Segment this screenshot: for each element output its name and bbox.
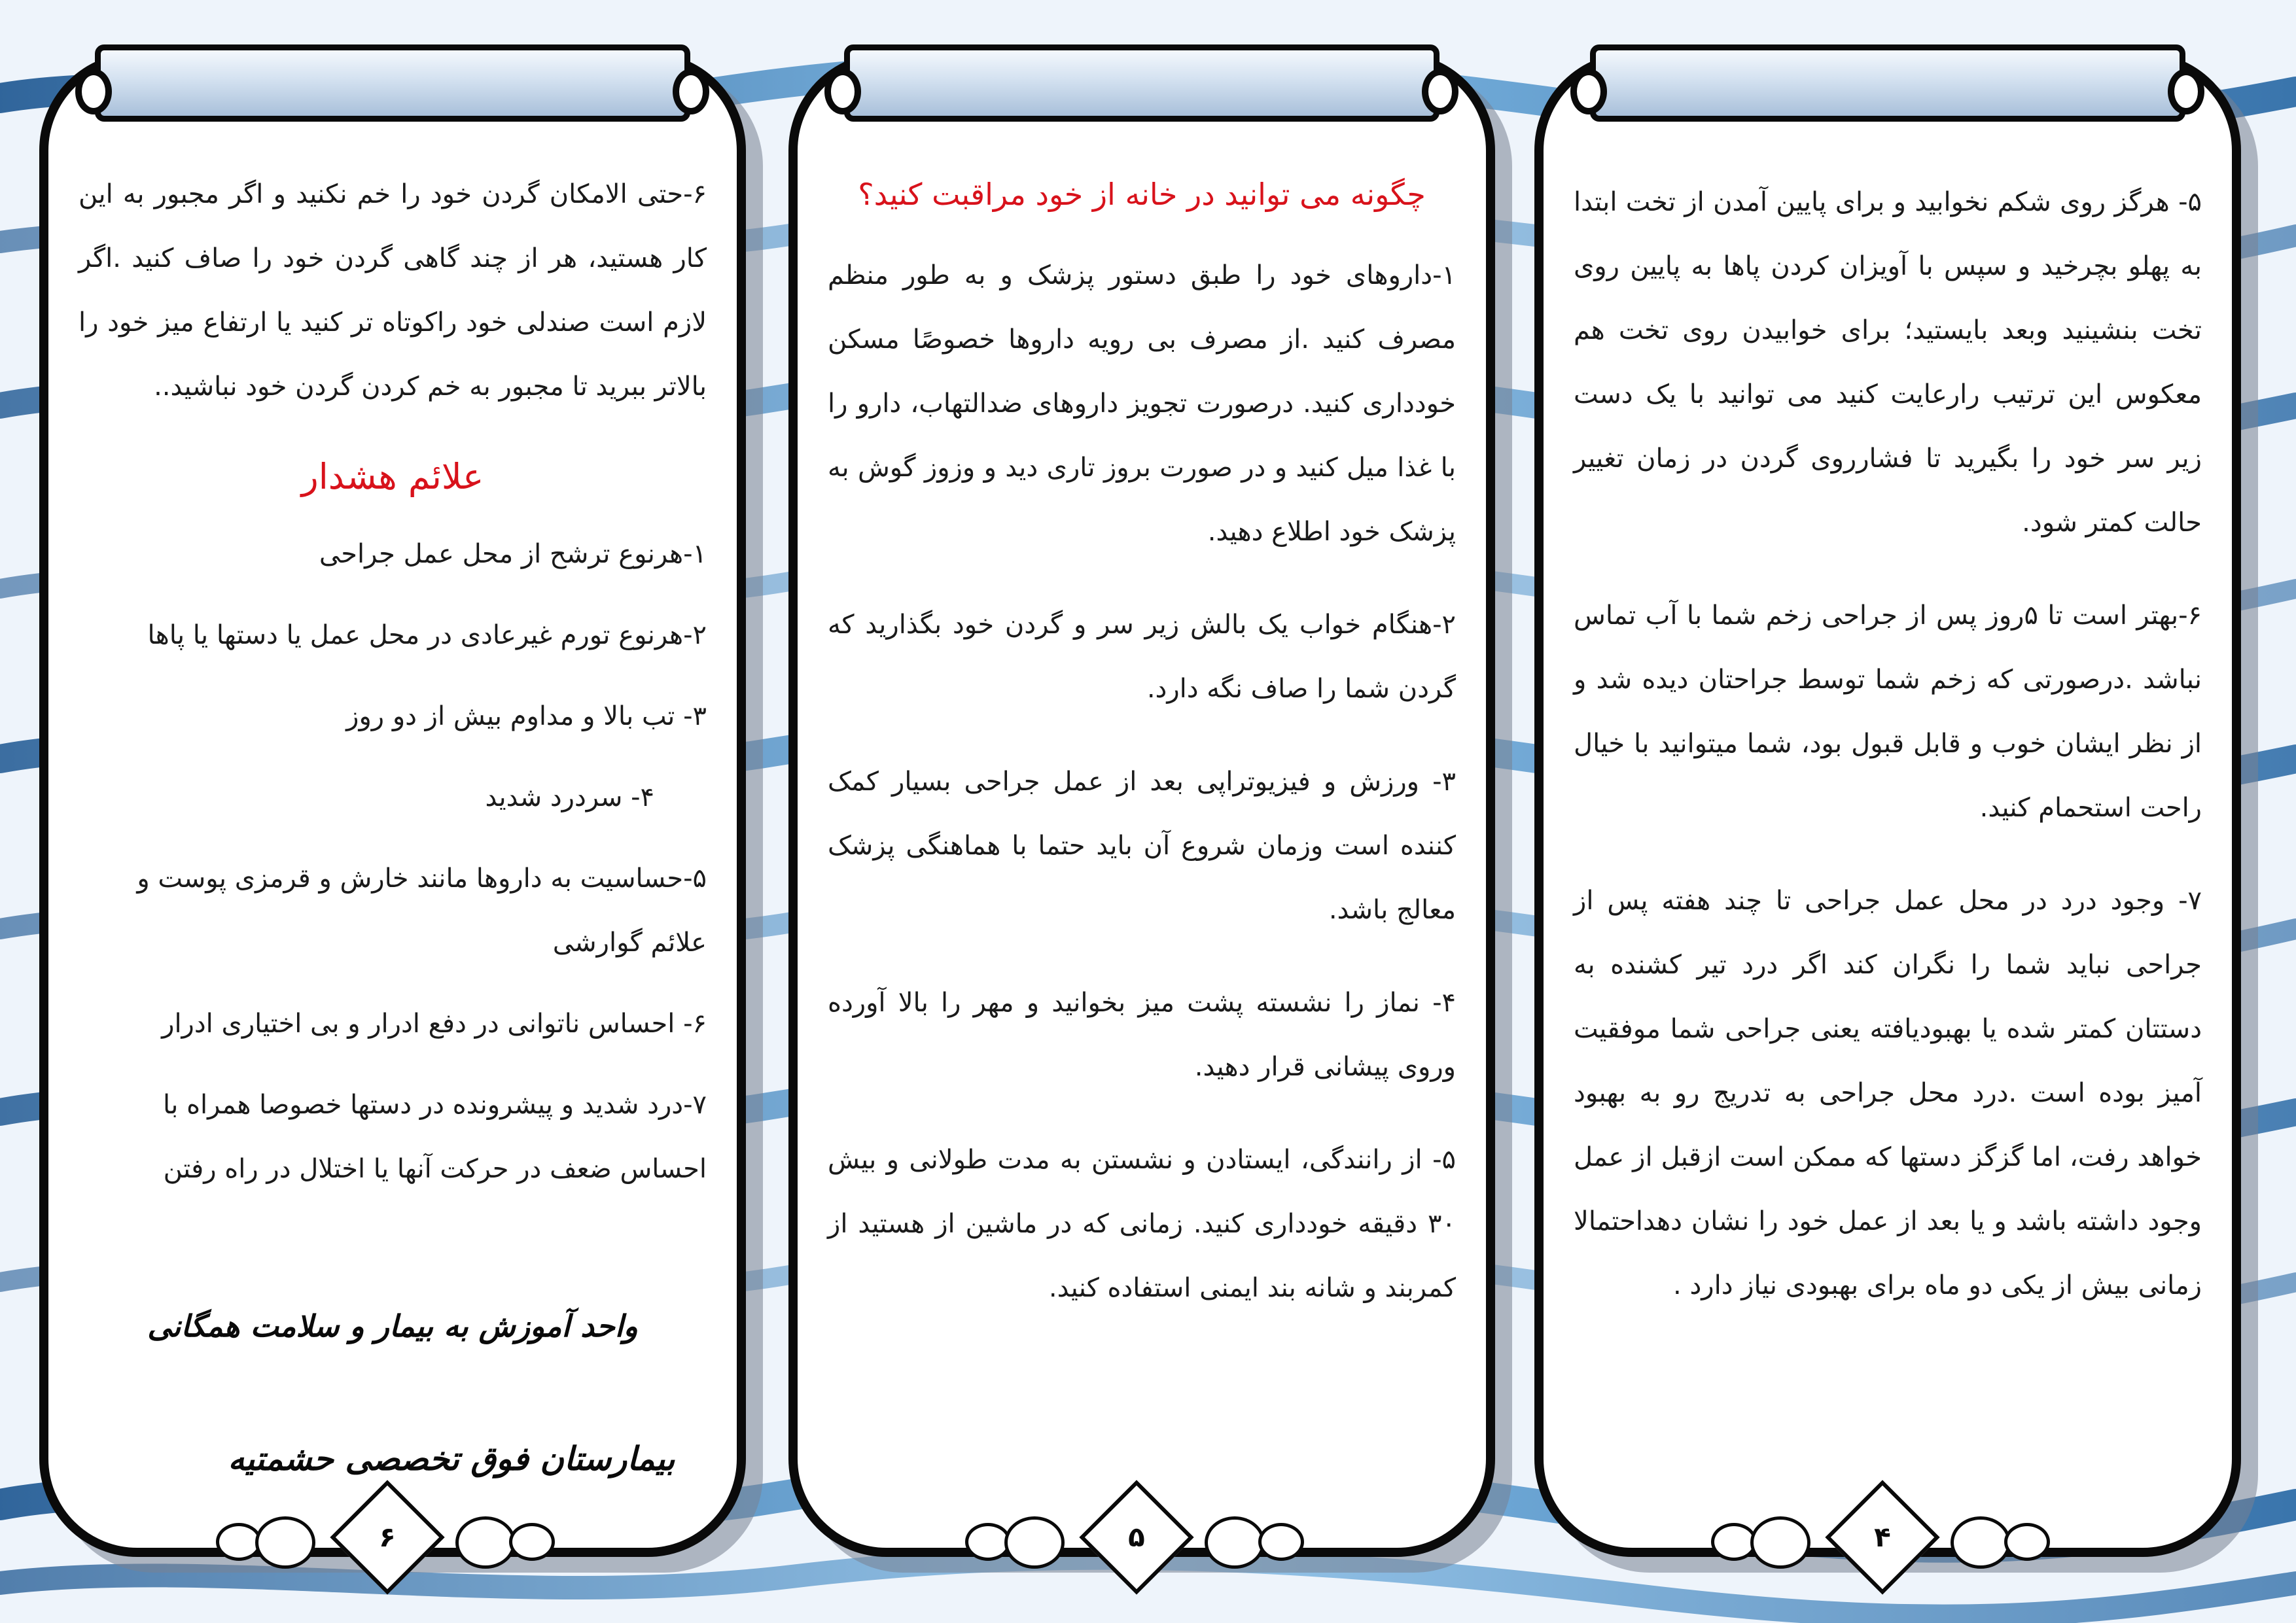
- panel-content: [1574, 170, 2202, 1346]
- bubble-ornament: [1258, 1523, 1304, 1561]
- panel-page-4: [1534, 52, 2241, 1557]
- care-item: ۵- هرگز روی شکم نخوابید و برای پایین آمدن از تخت ابتدا به پهلو بچرخید و سپس با آویزان کردن پاها به پایین روی تخت بنشینید وبعد بایستید؛ برای خوابیدن روی تخت هم معکوس این ترتیب رارعایت کنید می توانید با یک دست زیر سر خود را بگیرید تا فشارروی گردن در زمان تغییر حالت کمتر شود.: [1574, 187, 2202, 538]
- bubble-ornament: [1205, 1516, 1265, 1569]
- warning-item: ۶- احساس ناتوانی در دفع ادرار و بی اختیاری ادرار: [162, 1009, 707, 1039]
- care-item: ۳- ورزش و فیزیوتراپی بعد از عمل جراحی بسیار کمک کننده است وزمان شروع آن باید حتما با هماهنگی پزشک معالج باشد.: [828, 767, 1456, 925]
- care-item: ۶-بهتر است تا ۵روز پس از جراحی زخم شما با آب تماس نباشد .درصورتی که زخم شما توسط جراحتان دیده شد و از نظر ایشان خوب و قابل قبول بود، شما میتوانید با خیال راحت استحمام کنید.: [1574, 601, 2202, 823]
- header-tab: [844, 44, 1439, 122]
- care-item: ۲-هنگام خواب یک بالش زیر سر و گردن خود بگذارید که گردن شما را صاف نگه دارد.: [828, 610, 1456, 704]
- page-number: ۴: [1874, 1521, 1891, 1553]
- page-number: ۶: [379, 1521, 396, 1553]
- care-item: ۱-داروهای خود را طبق دستور پزشک و به طور منظم مصرف کنید .از مصرف بی رویه داروها خصوصًا مسکن خودداری کنید. درصورت تجویز داروهای ضدالتهاب، دارو را با غذا میل کنید و در صورت بروز تاری دید و وزوز گوش به پزشک خود اطلاع دهید.: [828, 260, 1456, 547]
- tab-ring-left: [1570, 69, 1607, 114]
- bubble-ornament: [1004, 1516, 1065, 1569]
- bubble-ornament: [1750, 1516, 1810, 1569]
- paragraph-neck-posture: ۶-حتی الامکان گردن خود را خم نکنید و اگر مجبور به این کار هستید، هر از چند گاهی گردن خود را صاف کنید .اگر لازم است صندلی خود راکوتاه تر کنید یا ارتفاع میز خود را بالاتر ببرید تا مجبور به خم کردن گردن خود نباشید..: [79, 179, 707, 402]
- page-footer: [39, 1515, 746, 1587]
- bubble-ornament: [509, 1523, 555, 1561]
- warning-item: ۲-هرنوع تورم غیرعادی در محل عمل یا دستها یا پاها: [147, 620, 707, 650]
- warning-item: ۳- تب بالا و مداوم بیش از دو روز: [346, 701, 707, 731]
- tab-ring-left: [824, 69, 861, 114]
- home-care-heading: چگونه می توانید در خانه از خود مراقبت کنید؟: [858, 177, 1426, 212]
- tab-ring-right: [2168, 69, 2204, 114]
- bubble-ornament: [2004, 1523, 2050, 1561]
- header-tab: [1590, 44, 2185, 122]
- page-footer: [1534, 1515, 2241, 1587]
- tab-ring-left: [75, 69, 112, 114]
- hospital-signature: بیمارستان فوق تخصصی حشمتیه: [228, 1439, 675, 1478]
- page-number: ۵: [1128, 1521, 1145, 1553]
- warning-signs-heading: علائم هشدار: [301, 456, 484, 497]
- care-item: ۷- وجود درد در محل عمل جراحی تا چند هفته پس از جراحی نباید شما را نگران کند اگر درد تیر کشنده به دستتان کمتر شده یا بهبودیافته یعنی جراحی شما موفقیت آمیز بوده است .درد محل جراحی به تدریج رو به بهبود خواهد رفت، اما گزگز دستها که ممکن است ازقبل از عمل وجود داشته باشد و یا بعد از عمل خود را نشان دهداحتمالا زمانی بیش از یکی دو ماه برای بهبودی نیاز دارد .: [1574, 886, 2202, 1300]
- warning-item: ۱-هرنوع ترشح از محل عمل جراحی: [319, 539, 707, 569]
- tab-ring-right: [1422, 69, 1458, 114]
- warning-item: ۷-درد شدید و پیشرونده در دستها خصوصا همراه با احساس ضعف در حرکت آنها یا اختلال در راه رفتن: [163, 1090, 707, 1184]
- panel-page-6: [39, 52, 746, 1557]
- warning-list: [79, 522, 707, 1201]
- warning-item: ۵-حساسیت به داروها مانند خارش و قرمزی پوست و علائم گوارشی: [137, 864, 707, 958]
- header-tab: [95, 44, 690, 122]
- panel-page-5: [788, 52, 1495, 1557]
- bubble-ornament: [455, 1516, 516, 1569]
- page-footer: [788, 1515, 1495, 1587]
- bubble-ornament: [255, 1516, 315, 1569]
- care-item: ۵- از رانندگی، ایستادن و نشستن به مدت طولانی و بیش ۳۰ دقیقه خودداری کنید. زمانی که در ماشین از هستید از کمربند و شانه بند ایمنی استفاده کنید.: [828, 1145, 1456, 1303]
- bubble-ornament: [1951, 1516, 2011, 1569]
- warning-item: ۴- سردرد شدید: [485, 782, 654, 812]
- panel-content: [828, 165, 1456, 1349]
- education-unit-signature: واحد آموزش به بیمار و سلامت همگانی: [147, 1308, 638, 1344]
- tab-ring-right: [673, 69, 709, 114]
- panel-content: [79, 162, 707, 1218]
- care-item: ۴- نماز را نشسته پشت میز بخوانید و مهر را بالا آورده وروی پیشانی قرار دهید.: [828, 988, 1456, 1082]
